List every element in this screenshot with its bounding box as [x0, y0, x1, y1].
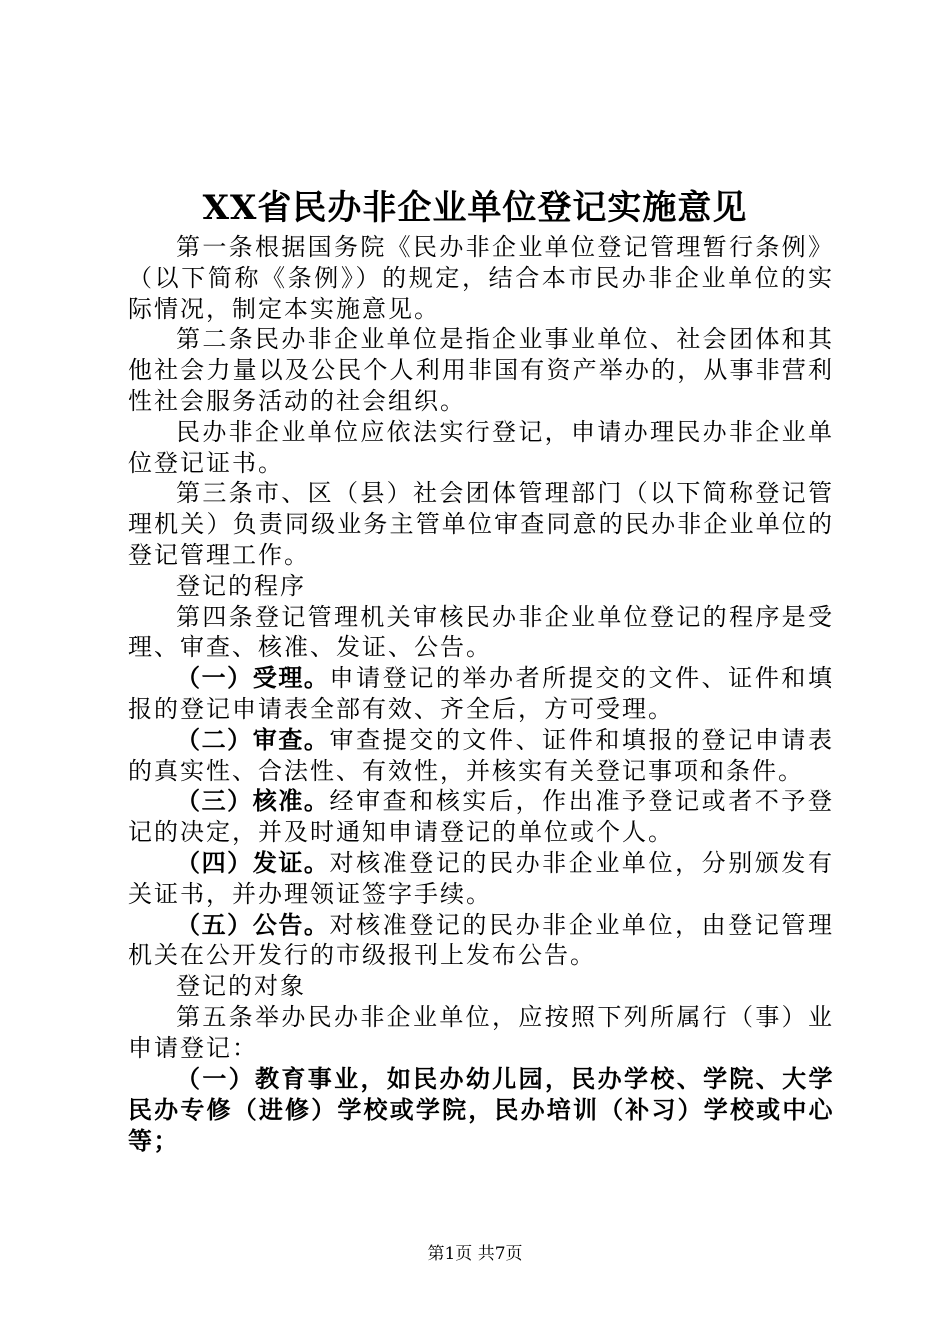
paragraph-article-3: 第三条市、区（县）社会团体管理部门（以下简称登记管理机关）负责同级业务主管单位审查同意的民办非企业单位的登记管理工作。	[128, 479, 834, 569]
step-lead: （三）核准。	[176, 787, 330, 816]
document-body	[128, 232, 834, 1157]
step-lead: （一）受理。	[176, 664, 330, 693]
section-heading-procedure: 登记的程序	[176, 571, 306, 600]
paragraph-step-review: （二）审查。审查提交的文件、证件和填报的登记申请表的真实性、合法性、有效性，并核实有关登记事项和条件。	[128, 725, 834, 785]
step-lead: （二）审查。	[176, 725, 330, 754]
step-lead: （五）公告。	[176, 910, 330, 939]
paragraph-step-issue: （四）发证。对核准登记的民办非企业单位，分别颁发有关证书，并办理领证签字手续。	[128, 848, 834, 908]
paragraph-article-2: 第二条民办非企业单位是指企业事业单位、社会团体和其他社会力量以及公民个人利用非国有资产举办的，从事非营利性社会服务活动的社会组织。	[128, 325, 834, 415]
paragraph-step-approve: （三）核准。经审查和核实后，作出准予登记或者不予登记的决定，并及时通知申请登记的单位或个人。	[128, 787, 834, 847]
paragraph-education-category: （一）教育事业，如民办幼儿园，民办学校、学院、大学民办专修（进修）学校或学院，民办培训（补习）学校或中心等；	[128, 1064, 834, 1155]
page-number-footer: 第1页 共7页	[427, 1244, 523, 1264]
document-title: XX省民办非企业单位登记实施意见	[202, 188, 748, 228]
paragraph-article-1: 第一条根据国务院《民办非企业单位登记管理暂行条例》（以下简称《条例》）的规定，结合本市民办非企业单位的实际情况，制定本实施意见。	[128, 233, 834, 323]
paragraph-step-accept: （一）受理。申请登记的举办者所提交的文件、证件和填报的登记申请表全部有效、齐全后，方可受理。	[128, 664, 834, 723]
step-lead: （四）发证。	[176, 848, 330, 877]
paragraph-article-4: 第四条登记管理机关审核民办非企业单位登记的程序是受理、审查、核准、发证、公告。	[128, 602, 834, 662]
section-heading-subjects: 登记的对象	[176, 972, 306, 1001]
paragraph-registration-requirement: 民办非企业单位应依法实行登记，申请办理民办非企业单位登记证书。	[128, 417, 834, 477]
paragraph-step-announce: （五）公告。对核准登记的民办非企业单位，由登记管理机关在公开发行的市级报刊上发布公告。	[128, 910, 834, 970]
paragraph-article-5: 第五条举办民办非企业单位，应按照下列所属行（事）业申请登记：	[128, 1002, 834, 1062]
